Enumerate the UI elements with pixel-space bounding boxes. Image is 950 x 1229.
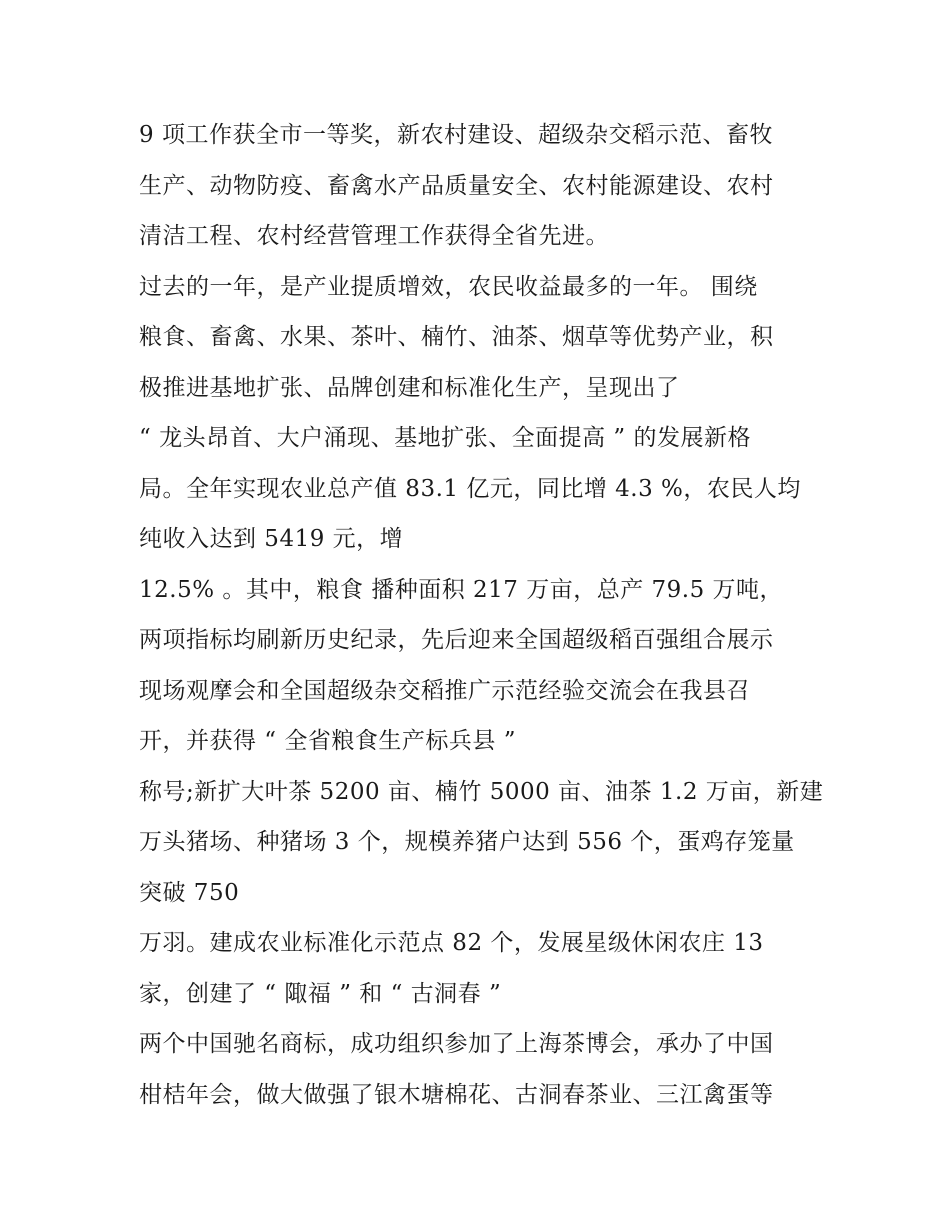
text-line: 生产、动物防疫、畜禽水产品质量安全、农村能源建设、农村 <box>139 172 774 199</box>
text-line: 万头猪场、种猪场 3 个，规模养猪户达到 556 个，蛋鸡存笼量 <box>139 829 795 855</box>
text-line: 称号;新扩大叶茶 5200 亩、楠竹 5000 亩、油茶 1.2 万亩，新建 <box>139 778 824 805</box>
text-line: 过去的一年，是产业提质增效，农民收益最多的一年。 围绕 <box>139 273 758 300</box>
text-line: 12.5% 。其中，粮食 播种面积 217 万亩，总产 79.5 万吨， <box>139 576 784 603</box>
text-line: 局。全年实现农业总产值 83.1 亿元，同比增 4.3 %，农民人均 <box>139 475 801 502</box>
text-line: 纯收入达到 5419 元，增 <box>139 526 404 552</box>
text-line: 现场观摩会和全国超级杂交稻推广示范经验交流会在我县召 <box>139 677 750 704</box>
text-line: 柑桔年会，做大做强了银木塘棉花、古洞春茶业、三江禽蛋等 <box>139 1081 774 1108</box>
text-line: 极推进基地扩张、品牌创建和标准化生产，呈现出了 <box>139 374 680 401</box>
text-line: 清洁工程、农村经营管理工作获得全省先进。 <box>139 223 609 249</box>
text-line: 万羽。建成农业标准化示范点 82 个，发展星级休闲农庄 13 <box>139 930 764 956</box>
text-line: 两个中国驰名商标，成功组织参加了上海茶博会，承办了中国 <box>139 1031 774 1057</box>
text-line: 两项指标均刷新历史纪录，先后迎来全国超级稻百强组合展示 <box>139 627 774 653</box>
text-line: 开，并获得 “ 全省粮食生产标兵县 ” <box>139 728 516 754</box>
text-line: “ 龙头昂首、大户涌现、基地扩张、全面提高 ” 的发展新格 <box>139 425 751 451</box>
text-line: 粮食、畜禽、水果、茶叶、楠竹、油茶、烟草等优势产业，积 <box>139 324 774 350</box>
text-line: 家，创建了 “ 陬福 ” 和 “ 古洞春 ” <box>139 980 502 1007</box>
text-line: 突破 750 <box>139 879 240 906</box>
text-line: 9 项工作获全市一等奖，新农村建设、超级杂交稻示范、畜牧 <box>139 122 773 148</box>
document-body <box>139 110 829 1120</box>
